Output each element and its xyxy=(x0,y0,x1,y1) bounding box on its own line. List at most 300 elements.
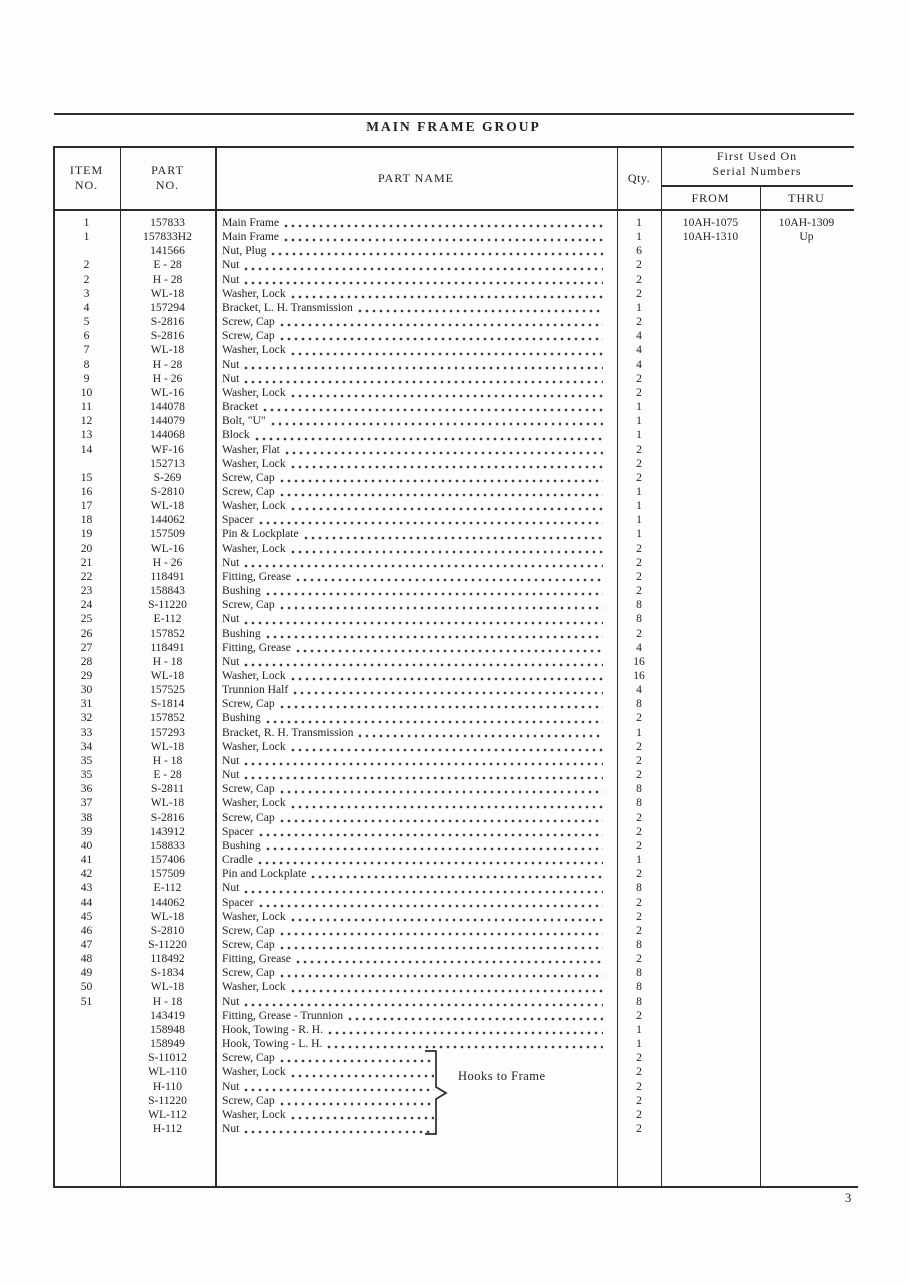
part-name-wrap xyxy=(222,641,607,655)
part-no-cell: S-2816 xyxy=(150,329,185,343)
serial-thru-cell xyxy=(760,627,853,641)
part-name-text: Screw, Cap xyxy=(222,329,275,343)
part-name-cell xyxy=(215,329,617,343)
serial-thru-cell xyxy=(760,372,853,386)
part-no-cell: S-11220 xyxy=(148,937,187,951)
part-name-cell xyxy=(215,655,617,669)
part-name-cell xyxy=(215,697,617,711)
part-no-header-line2: NO. xyxy=(155,178,180,192)
serial-thru-cell xyxy=(760,1009,853,1023)
dot-leader xyxy=(244,258,603,272)
serial-from-cell: 10AH-1310 xyxy=(682,230,739,244)
table-row xyxy=(53,796,854,810)
bracket-group-label: Hooks to Frame xyxy=(458,1069,546,1083)
item-no-cell: 34 xyxy=(80,739,93,753)
serial-from-cell xyxy=(661,796,760,810)
serial-thru-cell xyxy=(760,697,853,711)
serial-from-cell xyxy=(661,655,760,669)
serial-from-cell xyxy=(661,287,760,301)
part-no-cell: 157833 xyxy=(150,216,185,229)
dot-leader xyxy=(280,471,603,485)
item-no-cell: 16 xyxy=(80,484,93,498)
dot-leader xyxy=(271,414,603,428)
dot-leader xyxy=(291,343,603,357)
item-no-cell xyxy=(53,1037,120,1051)
serial-thru-cell xyxy=(760,400,853,414)
part-name-cell xyxy=(215,584,617,598)
part-no-cell: 118491 xyxy=(150,569,185,583)
table-row xyxy=(53,1009,854,1023)
part-name-cell xyxy=(215,711,617,725)
serial-from-cell xyxy=(661,570,760,584)
serial-from-cell xyxy=(661,754,760,768)
part-name-wrap xyxy=(222,556,607,570)
item-no-cell: 29 xyxy=(80,669,93,682)
part-name-text: Screw, Cap xyxy=(222,810,275,824)
dot-leader xyxy=(327,1037,603,1051)
qty-cell: 8 xyxy=(636,796,642,810)
item-no-cell xyxy=(53,1080,120,1094)
part-name-wrap xyxy=(222,1108,438,1122)
qty-cell: 1 xyxy=(636,300,642,314)
part-name-text: Fitting, Grease xyxy=(222,640,291,654)
serial-thru-cell xyxy=(760,655,853,669)
item-no-cell: 25 xyxy=(80,612,93,626)
item-no-cell: 1 xyxy=(83,216,90,229)
part-name-cell xyxy=(215,414,617,428)
dot-leader xyxy=(280,315,603,329)
serial-thru-cell xyxy=(760,1065,853,1079)
table-row xyxy=(53,556,854,570)
part-name-text: Spacer xyxy=(222,824,254,838)
dot-leader xyxy=(304,527,603,541)
table-row xyxy=(53,457,854,471)
qty-cell: 2 xyxy=(636,541,642,555)
serial-from-cell xyxy=(661,1094,760,1108)
part-name-text: Washer, Lock xyxy=(222,669,286,682)
part-name-text: Nut xyxy=(222,768,240,782)
serial-from-cell xyxy=(661,966,760,980)
item-no-cell: 48 xyxy=(80,952,93,966)
qty-cell: 16 xyxy=(633,654,645,668)
dot-leader xyxy=(244,1122,434,1136)
serial-from-cell xyxy=(661,343,760,357)
item-no-cell: 5 xyxy=(83,315,90,329)
serial-from-cell xyxy=(661,428,760,442)
qty-cell: 8 xyxy=(636,994,642,1008)
dot-leader xyxy=(328,1023,603,1037)
part-name-text: Trunnion Half xyxy=(222,683,289,697)
part-name-text: Bracket xyxy=(222,400,259,414)
serial-from-cell xyxy=(661,1023,760,1037)
part-no-cell: WL-110 xyxy=(148,1065,187,1079)
part-name-wrap xyxy=(222,372,607,386)
part-name-wrap xyxy=(222,924,607,938)
part-no-cell: 143912 xyxy=(150,824,185,838)
part-no-cell: H - 18 xyxy=(152,654,183,668)
item-no-cell: 50 xyxy=(80,980,93,994)
serial-thru-cell xyxy=(760,612,853,626)
item-no-cell: 26 xyxy=(80,626,93,640)
dot-leader xyxy=(244,372,603,386)
serial-thru-cell xyxy=(760,443,853,457)
qty-cell: 2 xyxy=(636,584,642,598)
serial-thru-cell xyxy=(760,853,853,867)
qty-cell: 1 xyxy=(636,484,642,498)
qty-cell: 2 xyxy=(636,739,642,753)
item-no-cell xyxy=(53,1009,120,1023)
page-title: MAIN FRAME GROUP xyxy=(366,119,541,134)
item-no-cell: 12 xyxy=(80,414,93,428)
serial-from-cell xyxy=(661,527,760,541)
part-name-wrap xyxy=(222,1122,438,1136)
part-name-text: Nut xyxy=(222,1122,240,1135)
serial-from-cell xyxy=(661,414,760,428)
page-number: 3 xyxy=(845,1191,852,1205)
item-no-cell: 36 xyxy=(80,782,93,796)
part-name-text: Nut xyxy=(222,357,240,371)
dot-leader xyxy=(291,542,603,556)
part-name-text: Washer, Lock xyxy=(222,286,286,300)
qty-cell: 2 xyxy=(636,1051,642,1065)
qty-cell: 2 xyxy=(636,569,642,583)
dot-leader xyxy=(280,938,603,952)
serial-thru-cell xyxy=(760,315,853,329)
item-no-cell: 40 xyxy=(80,838,93,852)
part-name-cell xyxy=(215,853,617,867)
part-no-cell: WL-16 xyxy=(150,541,185,555)
serial-thru-cell xyxy=(760,1023,853,1037)
serial-thru-cell: 10AH-1309 xyxy=(778,216,835,229)
serial-thru-cell xyxy=(760,980,853,994)
part-name-cell xyxy=(215,1108,617,1122)
part-name-wrap xyxy=(222,244,607,258)
table-row xyxy=(53,400,854,414)
part-name-text: Nut xyxy=(222,612,240,626)
table-top-rule xyxy=(53,146,854,148)
part-no-cell: 144068 xyxy=(150,428,185,442)
serial-thru-cell xyxy=(760,258,853,272)
table-row xyxy=(53,329,854,343)
part-name-text: Washer, Lock xyxy=(222,541,286,555)
part-name-cell xyxy=(215,782,617,796)
part-name-text: Screw, Cap xyxy=(222,923,275,937)
dot-leader xyxy=(244,1080,434,1094)
dot-leader xyxy=(291,1065,434,1079)
part-name-text: Spacer xyxy=(222,513,254,527)
part-name-text: Fitting, Grease xyxy=(222,952,291,966)
part-name-wrap xyxy=(222,301,607,315)
part-name-text: Washer, Lock xyxy=(222,343,286,357)
part-name-wrap xyxy=(222,414,607,428)
table-row xyxy=(53,527,854,541)
serial-from-cell xyxy=(661,612,760,626)
part-no-cell: 158843 xyxy=(150,584,185,598)
serial-from-cell xyxy=(661,513,760,527)
serial-from-cell xyxy=(661,485,760,499)
item-no-cell: 49 xyxy=(80,966,93,980)
dot-leader xyxy=(296,570,603,584)
serial-thru-cell xyxy=(760,273,853,287)
part-name-cell xyxy=(215,457,617,471)
part-name-text: Bracket, L. H. Transmission xyxy=(222,300,353,314)
part-no-cell: 157525 xyxy=(150,683,185,697)
serial-from-cell xyxy=(661,315,760,329)
serial-thru-cell xyxy=(760,1037,853,1051)
item-no-cell: 1 xyxy=(83,230,90,244)
serial-from-cell xyxy=(661,542,760,556)
part-name-cell xyxy=(215,754,617,768)
serial-from-cell xyxy=(661,768,760,782)
column-header-item-no xyxy=(53,163,120,193)
item-no-cell: 23 xyxy=(80,584,93,598)
dot-leader xyxy=(244,556,603,570)
part-no-cell: S-2811 xyxy=(150,782,185,796)
part-name-cell xyxy=(215,839,617,853)
serial-thru-cell xyxy=(760,924,853,938)
part-name-wrap xyxy=(222,612,607,626)
serial-from-cell xyxy=(661,1037,760,1051)
dot-leader xyxy=(280,485,603,499)
part-name-wrap xyxy=(222,287,607,301)
part-name-wrap xyxy=(222,485,607,499)
table-row xyxy=(53,244,854,258)
part-no-cell: S-11220 xyxy=(148,1093,187,1107)
serial-thru-cell xyxy=(760,1051,853,1065)
item-no-cell xyxy=(53,1108,120,1122)
serial-from-cell xyxy=(661,584,760,598)
serial-from-cell xyxy=(661,669,760,683)
item-no-cell: 51 xyxy=(80,994,93,1008)
item-no-cell: 20 xyxy=(80,541,93,555)
serial-thru-cell xyxy=(760,811,853,825)
dot-leader xyxy=(296,641,603,655)
qty-cell: 2 xyxy=(636,867,642,881)
serial-from-cell xyxy=(661,740,760,754)
qty-cell: 1 xyxy=(636,527,642,541)
serial-from-cell xyxy=(661,1009,760,1023)
dot-leader xyxy=(266,839,603,853)
part-name-text: Bushing xyxy=(222,626,261,640)
serial-thru-cell xyxy=(760,244,853,258)
part-name-text: Washer, Lock xyxy=(222,1107,286,1121)
part-name-text: Nut xyxy=(222,371,240,385)
part-no-cell: E - 28 xyxy=(153,768,182,782)
part-no-cell: WL-18 xyxy=(150,669,185,682)
serial-header-line2: Serial Numbers xyxy=(712,164,802,178)
table-row xyxy=(53,966,854,980)
part-name-cell xyxy=(215,796,617,810)
serial-from-cell xyxy=(661,683,760,697)
dot-leader xyxy=(280,1094,434,1108)
part-no-cell: 157293 xyxy=(150,725,185,739)
table-row xyxy=(53,995,854,1009)
part-no-cell: 157509 xyxy=(150,867,185,881)
table-row xyxy=(53,1065,854,1079)
part-name-cell xyxy=(215,372,617,386)
qty-cell: 2 xyxy=(636,555,642,569)
part-name-wrap xyxy=(222,329,607,343)
part-name-cell xyxy=(215,811,617,825)
part-name-text: Washer, Lock xyxy=(222,499,286,513)
part-name-text: Hook, Towing - L. H. xyxy=(222,1037,323,1051)
serial-from-cell xyxy=(661,952,760,966)
part-name-cell xyxy=(215,1065,617,1079)
table-row xyxy=(53,598,854,612)
item-no-cell: 37 xyxy=(80,796,93,810)
serial-from-cell xyxy=(661,711,760,725)
part-name-cell xyxy=(215,230,617,244)
item-no-cell: 39 xyxy=(80,824,93,838)
item-no-cell: 27 xyxy=(80,640,93,654)
part-no-cell: WL-18 xyxy=(150,796,185,810)
part-name-text: Bushing xyxy=(222,584,261,598)
serial-thru-cell xyxy=(760,641,853,655)
item-no-cell: 22 xyxy=(80,569,93,583)
part-name-cell xyxy=(215,924,617,938)
item-no-cell xyxy=(53,1122,120,1136)
part-name-wrap xyxy=(222,457,607,471)
part-name-cell xyxy=(215,428,617,442)
serial-thru-cell xyxy=(760,386,853,400)
part-name-cell xyxy=(215,485,617,499)
item-no-cell: 18 xyxy=(80,513,93,527)
part-no-cell: E-112 xyxy=(153,612,182,626)
serial-thru-cell xyxy=(760,584,853,598)
qty-cell: 8 xyxy=(636,612,642,626)
part-no-cell: S-11012 xyxy=(148,1051,187,1065)
qty-cell: 1 xyxy=(636,499,642,513)
qty-cell: 1 xyxy=(636,725,642,739)
qty-cell: 2 xyxy=(636,1093,642,1107)
part-name-text: Nut xyxy=(222,994,240,1008)
serial-thru-cell xyxy=(760,952,853,966)
part-no-cell: H - 28 xyxy=(152,357,183,371)
item-no-cell: 42 xyxy=(80,867,93,881)
item-no-cell: 38 xyxy=(80,810,93,824)
serial-from-cell xyxy=(661,443,760,457)
serial-thru-cell xyxy=(760,839,853,853)
part-name-wrap xyxy=(222,768,607,782)
part-name-cell xyxy=(215,881,617,895)
part-name-text: Screw, Cap xyxy=(222,484,275,498)
item-no-cell: 43 xyxy=(80,881,93,895)
qty-cell: 2 xyxy=(636,753,642,767)
dot-leader xyxy=(244,612,603,626)
dot-leader xyxy=(244,754,603,768)
part-no-cell: S-2816 xyxy=(150,810,185,824)
serial-from-cell xyxy=(661,980,760,994)
part-name-cell xyxy=(215,1122,617,1136)
qty-cell: 2 xyxy=(636,1107,642,1121)
part-no-cell: S-11220 xyxy=(148,598,187,612)
part-name-wrap xyxy=(222,570,607,584)
qty-cell: 4 xyxy=(636,683,642,697)
table-row xyxy=(53,825,854,839)
item-no-cell: 32 xyxy=(80,711,93,725)
serial-from-cell xyxy=(661,400,760,414)
item-no-cell: 3 xyxy=(83,286,90,300)
qty-cell: 2 xyxy=(636,385,642,399)
part-name-text: Bolt, "U" xyxy=(222,414,266,428)
table-row xyxy=(53,584,854,598)
dot-leader xyxy=(291,796,603,810)
serial-thru-cell xyxy=(760,711,853,725)
part-name-wrap xyxy=(222,443,607,457)
part-name-text: Screw, Cap xyxy=(222,966,275,980)
item-no-cell: 15 xyxy=(80,470,93,484)
serial-from-cell xyxy=(661,1108,760,1122)
table-row xyxy=(53,740,854,754)
qty-cell: 1 xyxy=(636,400,642,414)
dot-leader xyxy=(259,896,603,910)
table-row xyxy=(53,372,854,386)
part-name-text: Pin and Lockplate xyxy=(222,867,307,881)
table-body xyxy=(53,216,854,1136)
part-no-cell: H-112 xyxy=(152,1122,183,1135)
table-row xyxy=(53,612,854,626)
table-row xyxy=(53,641,854,655)
qty-cell: 8 xyxy=(636,598,642,612)
serial-from-cell xyxy=(661,1051,760,1065)
serial-thru-cell xyxy=(760,740,853,754)
qty-cell: 1 xyxy=(636,1037,642,1051)
part-no-cell: 144078 xyxy=(150,400,185,414)
part-name-text: Washer, Lock xyxy=(222,739,286,753)
table-row xyxy=(53,1122,854,1136)
part-name-wrap xyxy=(222,400,607,414)
item-no-cell: 47 xyxy=(80,937,93,951)
table-row xyxy=(53,485,854,499)
part-no-cell: H-110 xyxy=(152,1079,183,1093)
table-row xyxy=(53,711,854,725)
part-name-cell xyxy=(215,740,617,754)
part-no-cell: WL-16 xyxy=(150,385,185,399)
part-no-cell: S-1834 xyxy=(150,966,185,980)
part-name-cell xyxy=(215,556,617,570)
part-no-cell: E-112 xyxy=(153,881,182,895)
part-name-text: Screw, Cap xyxy=(222,1051,275,1065)
qty-cell: 8 xyxy=(636,937,642,951)
serial-thru-cell xyxy=(760,513,853,527)
table-row xyxy=(53,726,854,740)
serial-from-cell xyxy=(661,641,760,655)
part-name-text: Spacer xyxy=(222,895,254,909)
item-no-cell: 41 xyxy=(80,853,93,867)
serial-thru-cell xyxy=(760,527,853,541)
serial-thru-cell xyxy=(760,669,853,683)
serial-thru-cell xyxy=(760,542,853,556)
part-no-cell: 157509 xyxy=(150,527,185,541)
part-name-wrap xyxy=(222,853,607,867)
table-row xyxy=(53,1051,854,1065)
serial-from-cell xyxy=(661,258,760,272)
part-name-cell xyxy=(215,627,617,641)
part-name-wrap xyxy=(222,1080,438,1094)
part-name-cell xyxy=(215,1094,617,1108)
part-name-wrap xyxy=(222,995,607,1009)
part-name-cell xyxy=(215,513,617,527)
qty-cell: 1 xyxy=(636,414,642,428)
part-name-wrap xyxy=(222,754,607,768)
part-name-cell xyxy=(215,273,617,287)
part-name-wrap xyxy=(222,966,607,980)
table-row xyxy=(53,570,854,584)
dot-leader xyxy=(280,1051,434,1065)
serial-thru-cell xyxy=(760,329,853,343)
part-name-cell xyxy=(215,938,617,952)
part-no-cell: S-1814 xyxy=(150,697,185,711)
